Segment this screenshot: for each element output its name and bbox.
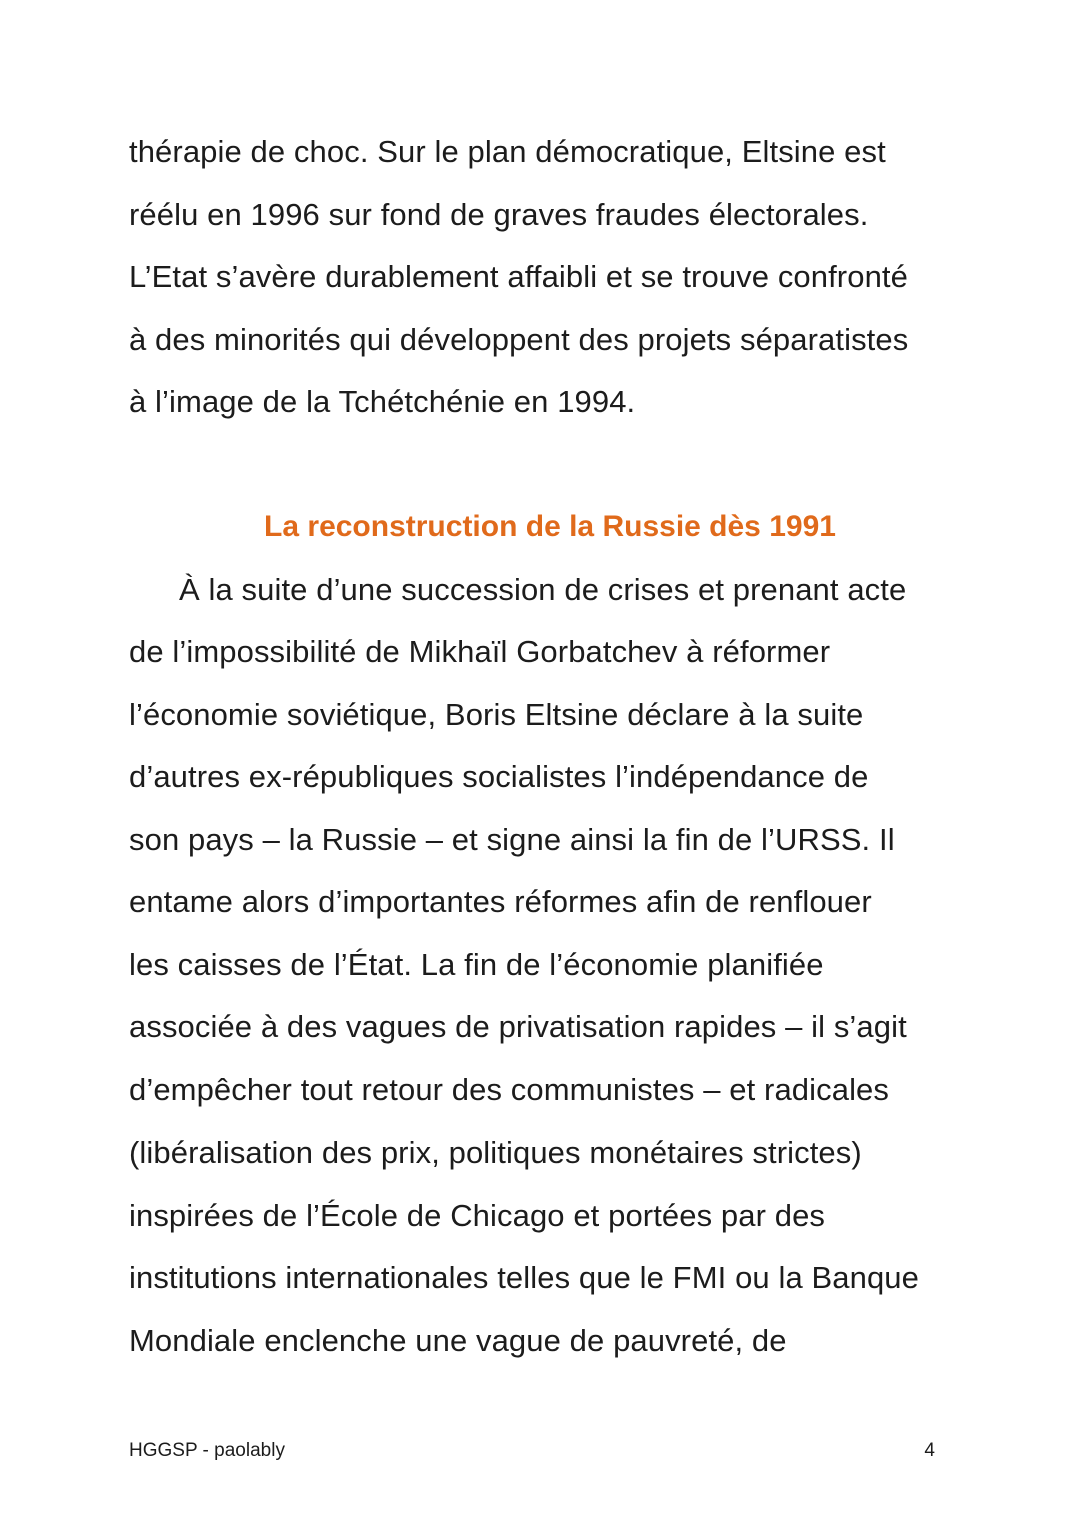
intro-line: à l’image de la Tchétchénie en 1994. [129, 384, 636, 419]
page-number: 4 [924, 1440, 935, 1461]
paragraph-line: À la suite d’une succession de crises et prenant acte [179, 572, 907, 607]
paragraph-line: les caisses de l’État. La fin de l’économie planifiée [129, 947, 824, 982]
intro-line: réélu en 1996 sur fond de graves fraudes électorales. [129, 197, 869, 232]
paragraph-line: d’empêcher tout retour des communistes – et radicales [129, 1072, 890, 1107]
paragraph-line: entame alors d’importantes réformes afin de renflouer [129, 884, 872, 919]
paragraph-line: d’autres ex-républiques socialistes l’indépendance de [129, 759, 869, 794]
paragraph-line: institutions internationales telles que le FMI ou la Banque [129, 1260, 919, 1295]
paragraph-line: de l’impossibilité de Mikhaïl Gorbatchev à réformer [129, 634, 831, 669]
section-heading: La reconstruction de la Russie dès 1991 [264, 510, 836, 543]
paragraph-line: l’économie soviétique, Boris Eltsine déclare à la suite [129, 697, 864, 732]
paragraph-line: associée à des vagues de privatisation rapides – il s’agit [129, 1009, 907, 1044]
paragraph-line: inspirées de l’École de Chicago et portées par des [129, 1198, 826, 1233]
footer-label: HGGSP - paolably [129, 1440, 285, 1461]
paragraph-line: son pays – la Russie – et signe ainsi la fin de l’URSS. Il [129, 822, 895, 857]
intro-line: à des minorités qui développent des projets séparatistes [129, 322, 909, 357]
paragraph-line: (libéralisation des prix, politiques monétaires strictes) [129, 1135, 862, 1170]
intro-line: L’Etat s’avère durablement affaibli et se trouve confronté [129, 259, 908, 294]
paragraph-line: Mondiale enclenche une vague de pauvreté, de [129, 1323, 787, 1358]
intro-line: thérapie de choc. Sur le plan démocratique, Eltsine est [129, 134, 886, 169]
